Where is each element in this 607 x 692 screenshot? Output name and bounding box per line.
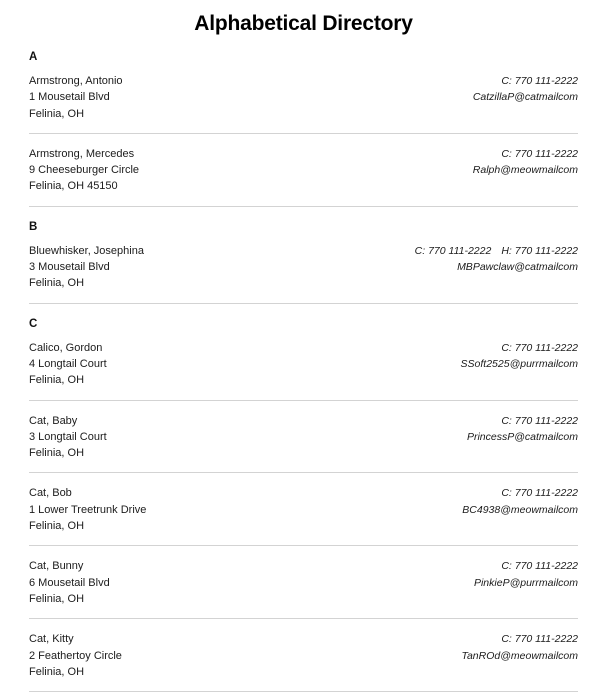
directory-entry	[29, 558, 578, 619]
entry-contact-details	[473, 73, 578, 122]
entry-contact-details	[462, 485, 578, 534]
entry-address-line-2: Felinia, OH	[29, 374, 85, 387]
entry-email-address[interactable]: TanROd@meowmailcom	[461, 649, 578, 662]
entry-address-line-1: 2 Feathertoy Circle	[29, 649, 122, 662]
entry-phone-number: C: 770 111-2222	[501, 487, 578, 500]
entry-contact-details	[461, 340, 578, 389]
entry-phone-numbers	[501, 413, 578, 429]
entry-name: Cat, Bob	[29, 487, 72, 500]
entry-contact-details	[467, 413, 578, 462]
entry-phone-number: C: 770 111-2222	[501, 414, 578, 427]
directory-entry	[29, 73, 578, 134]
entry-phone-numbers	[501, 146, 578, 162]
entry-contact-block	[29, 631, 122, 680]
entry-phone-number: C: 770 111-2222	[414, 244, 492, 257]
entry-address-line-2: Felinia, OH	[29, 665, 85, 678]
entry-address-line-2: Felinia, OH	[29, 520, 85, 533]
entry-phone-numbers	[501, 558, 578, 574]
directory-entry	[29, 243, 578, 304]
entry-contact-block	[29, 413, 107, 462]
section-letter-heading: B	[29, 220, 38, 233]
entry-contact-block	[29, 73, 123, 122]
entry-contact-details	[415, 243, 578, 292]
entry-address-line-1: 9 Cheeseburger Circle	[29, 164, 140, 177]
entry-email-address[interactable]: BC4938@meowmailcom	[462, 503, 578, 516]
entry-address-line-1: 1 Lower Treetrunk Drive	[29, 503, 147, 516]
directory-list	[0, 50, 607, 692]
entry-phone-number: C: 770 111-2222	[501, 560, 578, 573]
entry-address-line-1: 3 Mousetail Blvd	[29, 261, 110, 274]
entry-contact-block	[29, 340, 107, 389]
entry-address-line-1: 4 Longtail Court	[29, 357, 107, 370]
page-title: Alphabetical Directory	[194, 12, 413, 35]
directory-entry	[29, 146, 578, 207]
entry-name: Armstrong, Antonio	[29, 75, 123, 87]
entry-contact-block	[29, 485, 146, 534]
entry-contact-block	[29, 243, 144, 292]
entry-address-line-1: 1 Mousetail Blvd	[29, 91, 110, 104]
entry-name: Armstrong, Mercedes	[29, 147, 135, 160]
entry-email-address[interactable]: MBPawclaw@catmailcom	[457, 261, 578, 274]
directory-entry	[29, 413, 578, 474]
entry-email-address[interactable]: SSoft2525@purrmailcom	[460, 357, 578, 370]
section-letter-heading: C	[29, 317, 38, 330]
entry-address-line-2: Felinia, OH	[29, 107, 85, 120]
entry-phone-numbers	[501, 73, 578, 89]
entry-address-line-1: 6 Mousetail Blvd	[29, 576, 110, 589]
entry-email-address[interactable]: Ralph@meowmailcom	[472, 164, 578, 177]
entry-phone-number: C: 770 111-2222	[501, 75, 578, 87]
directory-entry	[29, 631, 578, 692]
entry-name: Cat, Bunny	[29, 560, 84, 573]
entry-phone-number: C: 770 111-2222	[501, 341, 578, 354]
entry-contact-block	[29, 146, 139, 195]
entry-email-address[interactable]: PinkieP@purrmailcom	[473, 576, 578, 589]
section-letter-heading: A	[29, 51, 38, 63]
entry-phone-number: C: 770 111-2222	[501, 633, 578, 646]
entry-phone-numbers	[501, 485, 578, 501]
entry-address-line-2: Felinia, OH	[29, 277, 85, 290]
entry-address-line-2: Felinia, OH	[29, 447, 85, 460]
entry-name: Cat, Baby	[29, 414, 78, 427]
entry-email-address[interactable]: CatzillaP@catmailcom	[472, 91, 578, 104]
entry-contact-details	[473, 146, 578, 195]
entry-name: Calico, Gordon	[29, 341, 103, 354]
entry-phone-numbers	[501, 340, 578, 356]
entry-contact-details	[462, 631, 578, 680]
entry-address-line-2: Felinia, OH	[29, 592, 85, 605]
entry-name: Bluewhisker, Josephina	[29, 244, 144, 257]
entry-phone-numbers	[415, 243, 578, 259]
directory-entry	[29, 485, 578, 546]
entry-phone-numbers	[501, 631, 578, 647]
entry-phone-number: C: 770 111-2222	[501, 147, 578, 160]
entry-name: Cat, Kitty	[29, 633, 74, 646]
entry-address-line-1: 3 Longtail Court	[29, 430, 107, 443]
directory-entry	[29, 340, 578, 401]
entry-email-address[interactable]: PrincessP@catmailcom	[466, 430, 578, 443]
entry-contact-details	[474, 558, 578, 607]
entry-phone-number: H: 770 111-2222	[501, 244, 578, 257]
entry-contact-block	[29, 558, 110, 607]
entry-address-line-2: Felinia, OH 45150	[29, 180, 118, 193]
